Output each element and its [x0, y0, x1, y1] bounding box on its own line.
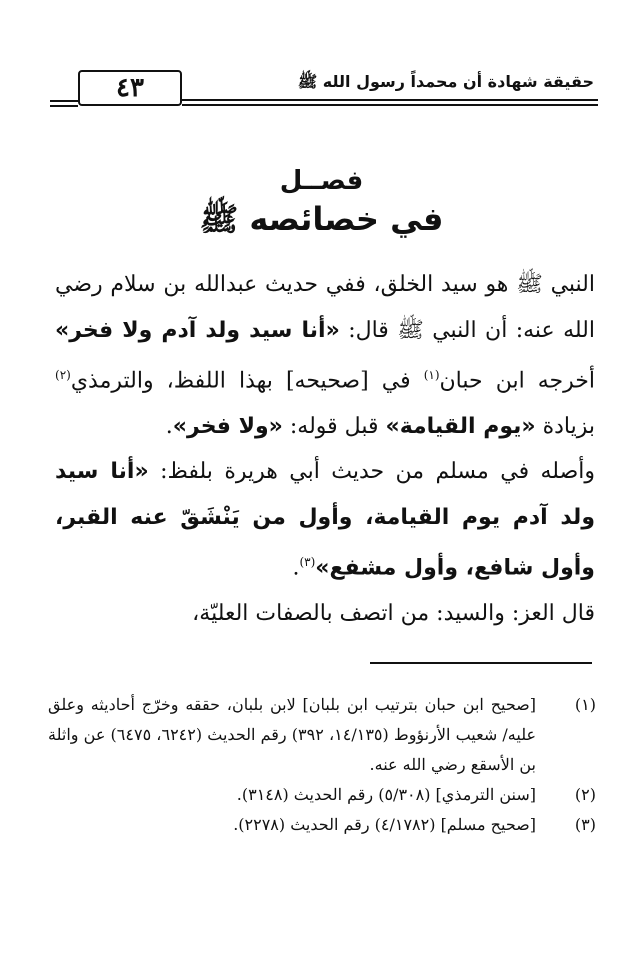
footnote-ref[interactable]: (١)	[423, 368, 440, 382]
hadith-quote: «أنا سيد ولد آدم يوم القيامة، وأول من يَنْشَقّ عنه القبر، وأول شافع، وأول مشفع»	[55, 459, 595, 581]
footnote-separator	[370, 662, 592, 664]
text-run: قبل قوله:	[282, 413, 386, 439]
footnote-number: (١)	[574, 695, 596, 714]
text-run: .	[292, 555, 300, 581]
footnote-number: (٣)	[574, 815, 596, 834]
paragraph	[55, 262, 595, 449]
hadith-quote: «يوم القيامة»	[385, 413, 536, 439]
section-subtitle: في خصائصه ﷺ	[199, 200, 444, 238]
hadith-quote: «أنا سيد ولد آدم ولا فخر»	[55, 317, 340, 343]
footnote-text: [صحيح مسلم] (٤/١٧٨٢) رقم الحديث (٢٢٧٨).	[233, 815, 536, 834]
header-rule	[50, 105, 78, 107]
text-run: .	[165, 413, 173, 439]
paragraph: قال العز: والسيد: من اتصف بالصفات العليّة،	[192, 601, 595, 627]
footnote-ref[interactable]: (٢)	[55, 368, 71, 382]
footnote	[48, 780, 596, 810]
text-run: بزيادة	[535, 413, 595, 439]
hadith-quote: «ولا فخر»	[172, 413, 283, 439]
page-header	[50, 66, 598, 114]
footnote-number: (٢)	[574, 785, 596, 804]
paragraph	[55, 449, 595, 591]
text-run: النبي ﷺ هو سيد الخلق، ففي حديث عبدالله بن سلام رضي الله عنه: أن النبي ﷺ قال:	[55, 272, 595, 343]
header-rule	[182, 104, 598, 106]
footnote	[48, 690, 596, 780]
footnote	[48, 810, 596, 840]
footnote-ref[interactable]: (٣)	[299, 555, 316, 570]
body-text	[55, 262, 595, 637]
text-run: وأصله في مسلم من حديث أبي هريرة بلفظ:	[148, 459, 595, 485]
header-rule	[182, 99, 598, 101]
section-title: فصــل	[279, 166, 364, 196]
running-title: حقيقة شهادة أن محمداً رسول الله ﷺ	[297, 72, 594, 91]
footnotes	[48, 690, 596, 840]
header-rule	[50, 100, 78, 102]
page-number: ٤٣	[78, 70, 182, 106]
text-run: في [صحيحه] بهذا اللفظ، والترمذي	[70, 368, 424, 394]
footnote-text: [صحيح ابن حبان بترتيب ابن بلبان] لابن بلبان، حققه وخرّج أحاديثه وعلق عليه/ شعيب الأرنؤوط (١٤/١٣٥، ٣٩٢) رقم الحديث (٦٢٤٢، ٦٤٧٥) عن واثلة بن الأسقع رضي الله عنه.	[48, 695, 537, 774]
text-run: أخرجه ابن حبان	[439, 368, 596, 394]
footnote-text: [سنن الترمذي] (٥/٣٠٨) رقم الحديث (٣١٤٨).	[236, 785, 536, 804]
